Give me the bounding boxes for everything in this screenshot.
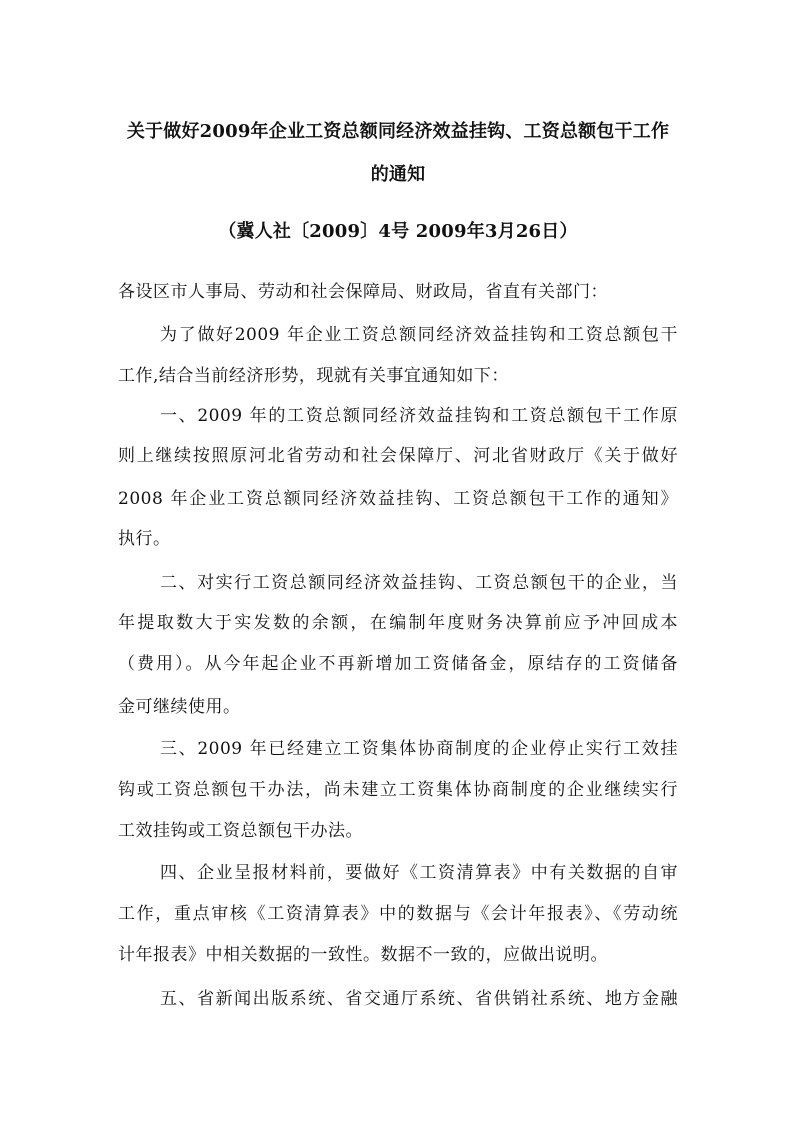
paragraph-line: 四、企业呈报材料前，要做好《工资清算表》中有关数据的自审: [160, 863, 678, 883]
paragraph-line: 工作，重点审核《工资清算表》中的数据与《会计年报表》、《劳动统: [118, 904, 678, 924]
document-title-line-1: 关于做好2009年企业工资总额同经济效益挂钩、工资总额包干工作: [126, 121, 670, 142]
paragraph-line: 工效挂钩或工资总额包干办法。: [118, 821, 363, 841]
paragraph-line: 一、2009 年的工资总额同经济效益挂钩和工资总额包干工作原: [160, 406, 678, 426]
paragraph-line: 金可继续使用。: [118, 697, 241, 717]
paragraph-line: 五、省新闻出版系统、省交通厅系统、省供销社系统、地方金融: [160, 989, 678, 1009]
paragraph-line: 为了做好2009 年企业工资总额同经济效益挂钩和工资总额包干: [160, 325, 678, 345]
paragraph-line: 三、2009 年已经建立工资集体协商制度的企业停止实行工效挂: [160, 739, 678, 759]
paragraph-line: 2008 年企业工资总额同经济效益挂钩、工资总额包干工作的通知》: [118, 489, 678, 509]
paragraph-line: 计年报表》中相关数据的一致性。数据不一致的，应做出说明。: [118, 945, 608, 965]
paragraph-line: 执行。: [118, 529, 171, 549]
salutation: 各设区市人事局、劳动和社会保障局、财政局，省直有关部门：: [118, 282, 608, 302]
paragraph-line: （费用）。从今年起企业不再新增加工资储备金，原结存的工资储备: [118, 654, 678, 674]
document-title-line-2: 的通知: [370, 164, 426, 185]
paragraph-line: 二、对实行工资总额同经济效益挂钩、工资总额包干的企业，当: [160, 573, 678, 593]
document-subtitle: （冀人社〔2009〕4号 2009年3月26日）: [218, 221, 578, 242]
paragraph-line: 年提取数大于实发数的余额，在编制年度财务决算前应予冲回成本: [118, 613, 678, 633]
paragraph-line: 工作,结合当前经济形势，现就有关事宜通知如下：: [118, 366, 509, 386]
paragraph-line: 钩或工资总额包干办法，尚未建立工资集体协商制度的企业继续实行: [118, 780, 678, 800]
paragraph-line: 则上继续按照原河北省劳动和社会保障厅、河北省财政厅《关于做好: [118, 446, 678, 466]
